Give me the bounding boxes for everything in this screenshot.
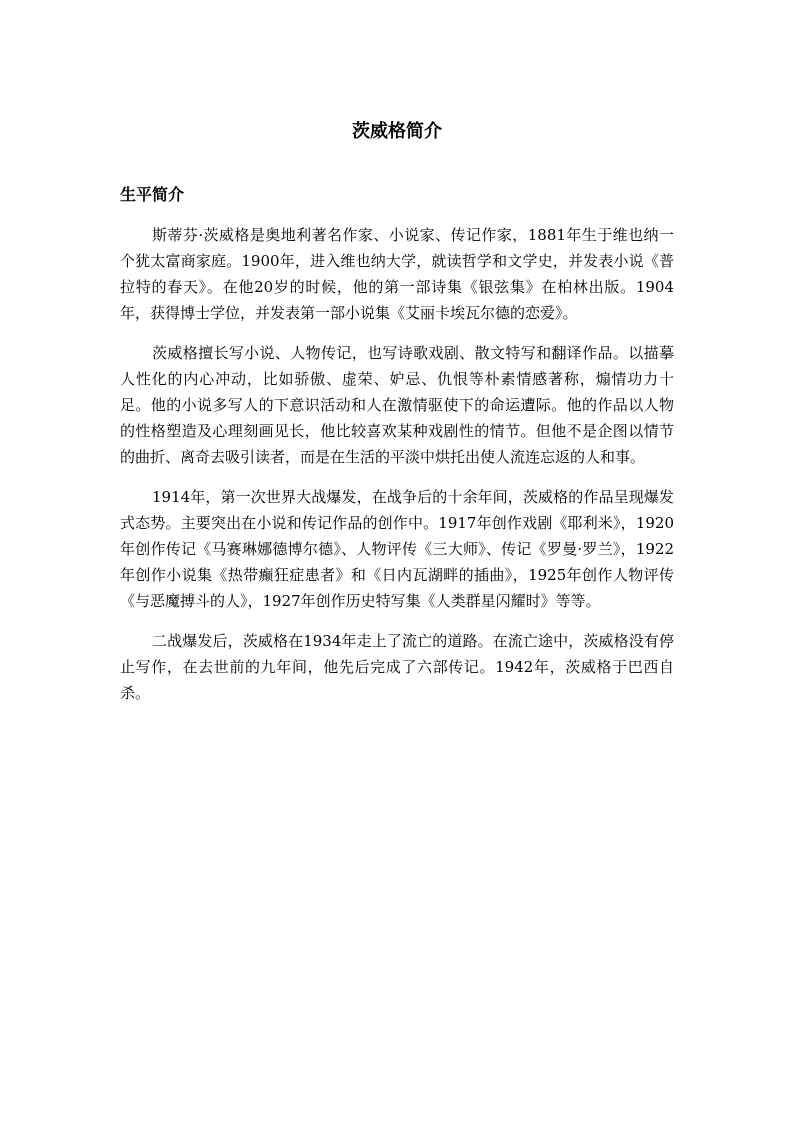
body-text xyxy=(120,222,674,706)
section-heading: 生平简介 xyxy=(120,185,185,204)
paragraph-3: 1914年，第一次世界大战爆发，在战争后的十余年间，茨威格的作品呈现爆发式态势。主要突出在小说和传记作品的创作中。1917年创作戏剧《耶利米》，1920年创作传记《马赛琳娜德博尔德》、人物评传《三大师》、传记《罗曼·罗兰》，1922年创作小说集《热带癫狂症患者》和《日内瓦湖畔的插曲》，1925年创作人物评传《与恶魔搏斗的人》，1927年创作历史特写集《人类群星闪耀时》等等。 xyxy=(120,488,674,610)
paragraph-2: 茨威格擅长写小说、人物传记，也写诗歌戏剧、散文特写和翻译作品。以描摹人性化的内心冲动，比如骄傲、虚荣、妒忌、仇恨等朴素情感著称，煽情功力十足。他的小说多写人的下意识活动和人在激情驱使下的命运遭际。他的作品以人物的性格塑造及心理刻画见长，他比较喜欢某种戏剧性的情节。但他不是企图以情节的曲折、离奇去吸引读者，而是在生活的平淡中烘托出使人流连忘返的人和事。 xyxy=(120,344,674,466)
paragraph-4: 二战爆发后，茨威格在1934年走上了流亡的道路。在流亡途中，茨威格没有停止写作，在去世前的九年间，他先后完成了六部传记。1942年，茨威格于巴西自杀。 xyxy=(120,632,674,702)
document-title: 茨威格简介 xyxy=(352,121,442,142)
paragraph-1: 斯蒂芬·茨威格是奥地利著名作家、小说家、传记作家，1881年生于维也纳一个犹太富商家庭。1900年，进入维也纳大学，就读哲学和文学史，并发表小说《普拉特的春天》。在他20岁的时候，他的第一部诗集《银弦集》在柏林出版。1904年，获得博士学位，并发表第一部小说集《艾丽卡埃瓦尔德的恋爱》。 xyxy=(120,226,674,322)
